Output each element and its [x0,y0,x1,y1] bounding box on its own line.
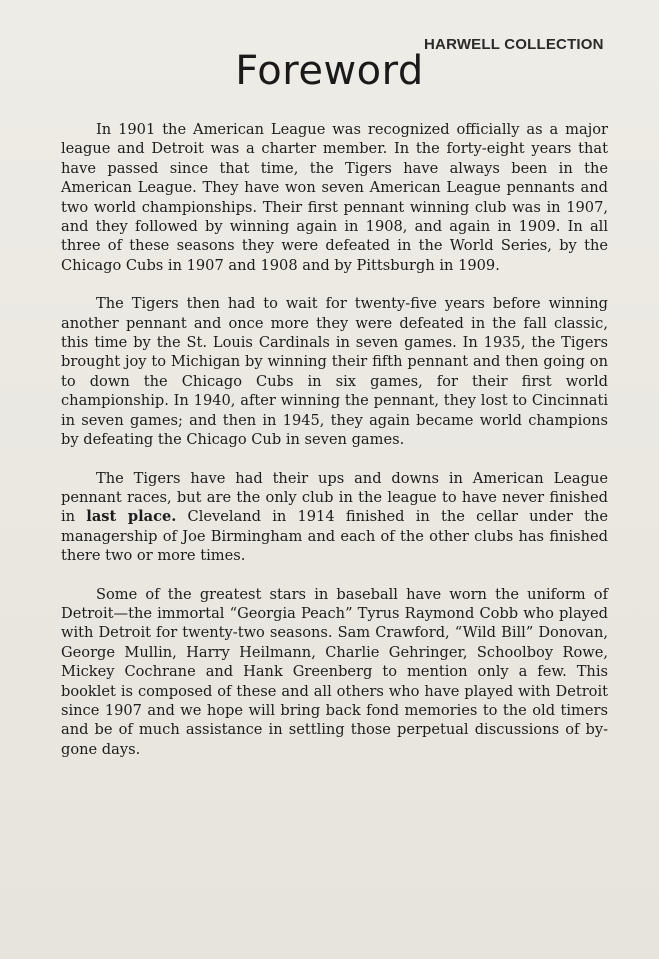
paragraph-3-text-end: Cleveland in 1914 finished in the cellar under the managership of Joe Birmingham and each of the other clubs has finished there two or more times. [61,508,608,565]
paragraph-3-emphasis: last place. [86,508,177,526]
paragraph-3-text-start: The Tigers have had their ups and downs in American League pennant races, but are the only club in the league to have never finished in [61,469,608,526]
paragraph-2: The Tigers then had to wait for twenty-five years before winning another pennant and once more they were defeated in the fall classic, this time by the St. Louis Cardinals in seven games. In 1935, the Tigers brought joy to Michigan by winning their fifth pennant and then going on to down the Chicago Cubs in six games, for their first world championship. In 1940, after winning the pennant, they lost to Cincinnati in seven games; and then in 1945, they again became world champions by defeating the Chicago Cub in seven games. [61,295,608,449]
paragraph-3 [61,469,608,566]
foreword-body [61,120,608,778]
page-title: Foreword [235,48,424,94]
collection-stamp: HARWELL COLLECTION [424,36,604,53]
paragraph-1: In 1901 the American League was recognized officially as a major league and Detroit was a charter member. In the forty-eight years that have passed since that time, the Tigers have always been in the American League. They have won seven American League pennants and two world championships. Their first pennant winning club was in 1907, and they followed by winning again in 1908, and again in 1909. In all three of these seasons they were defeated in the World Series, by the Chicago Cubs in 1907 and 1908 and by Pittsburgh in 1909. [61,121,608,274]
paragraph-4: Some of the greatest stars in baseball have worn the uniform of Detroit—the immortal “Georgia Peach” Tyrus Raymond Cobb who played with Detroit for twenty-two seasons. Sam Crawford, “Wild Bill” Donovan, George Mullin, Harry Heilmann, Charlie Gehringer, Schoolboy Rowe, Mickey Cochrane and Hank Greenberg to mention only a few. This booklet is composed of these and all others who have played with Detroit since 1907 and we hope will bring back fond memories to the old timers and be of much assistance in settling those perpetual discussions of by-gone days. [61,585,608,758]
